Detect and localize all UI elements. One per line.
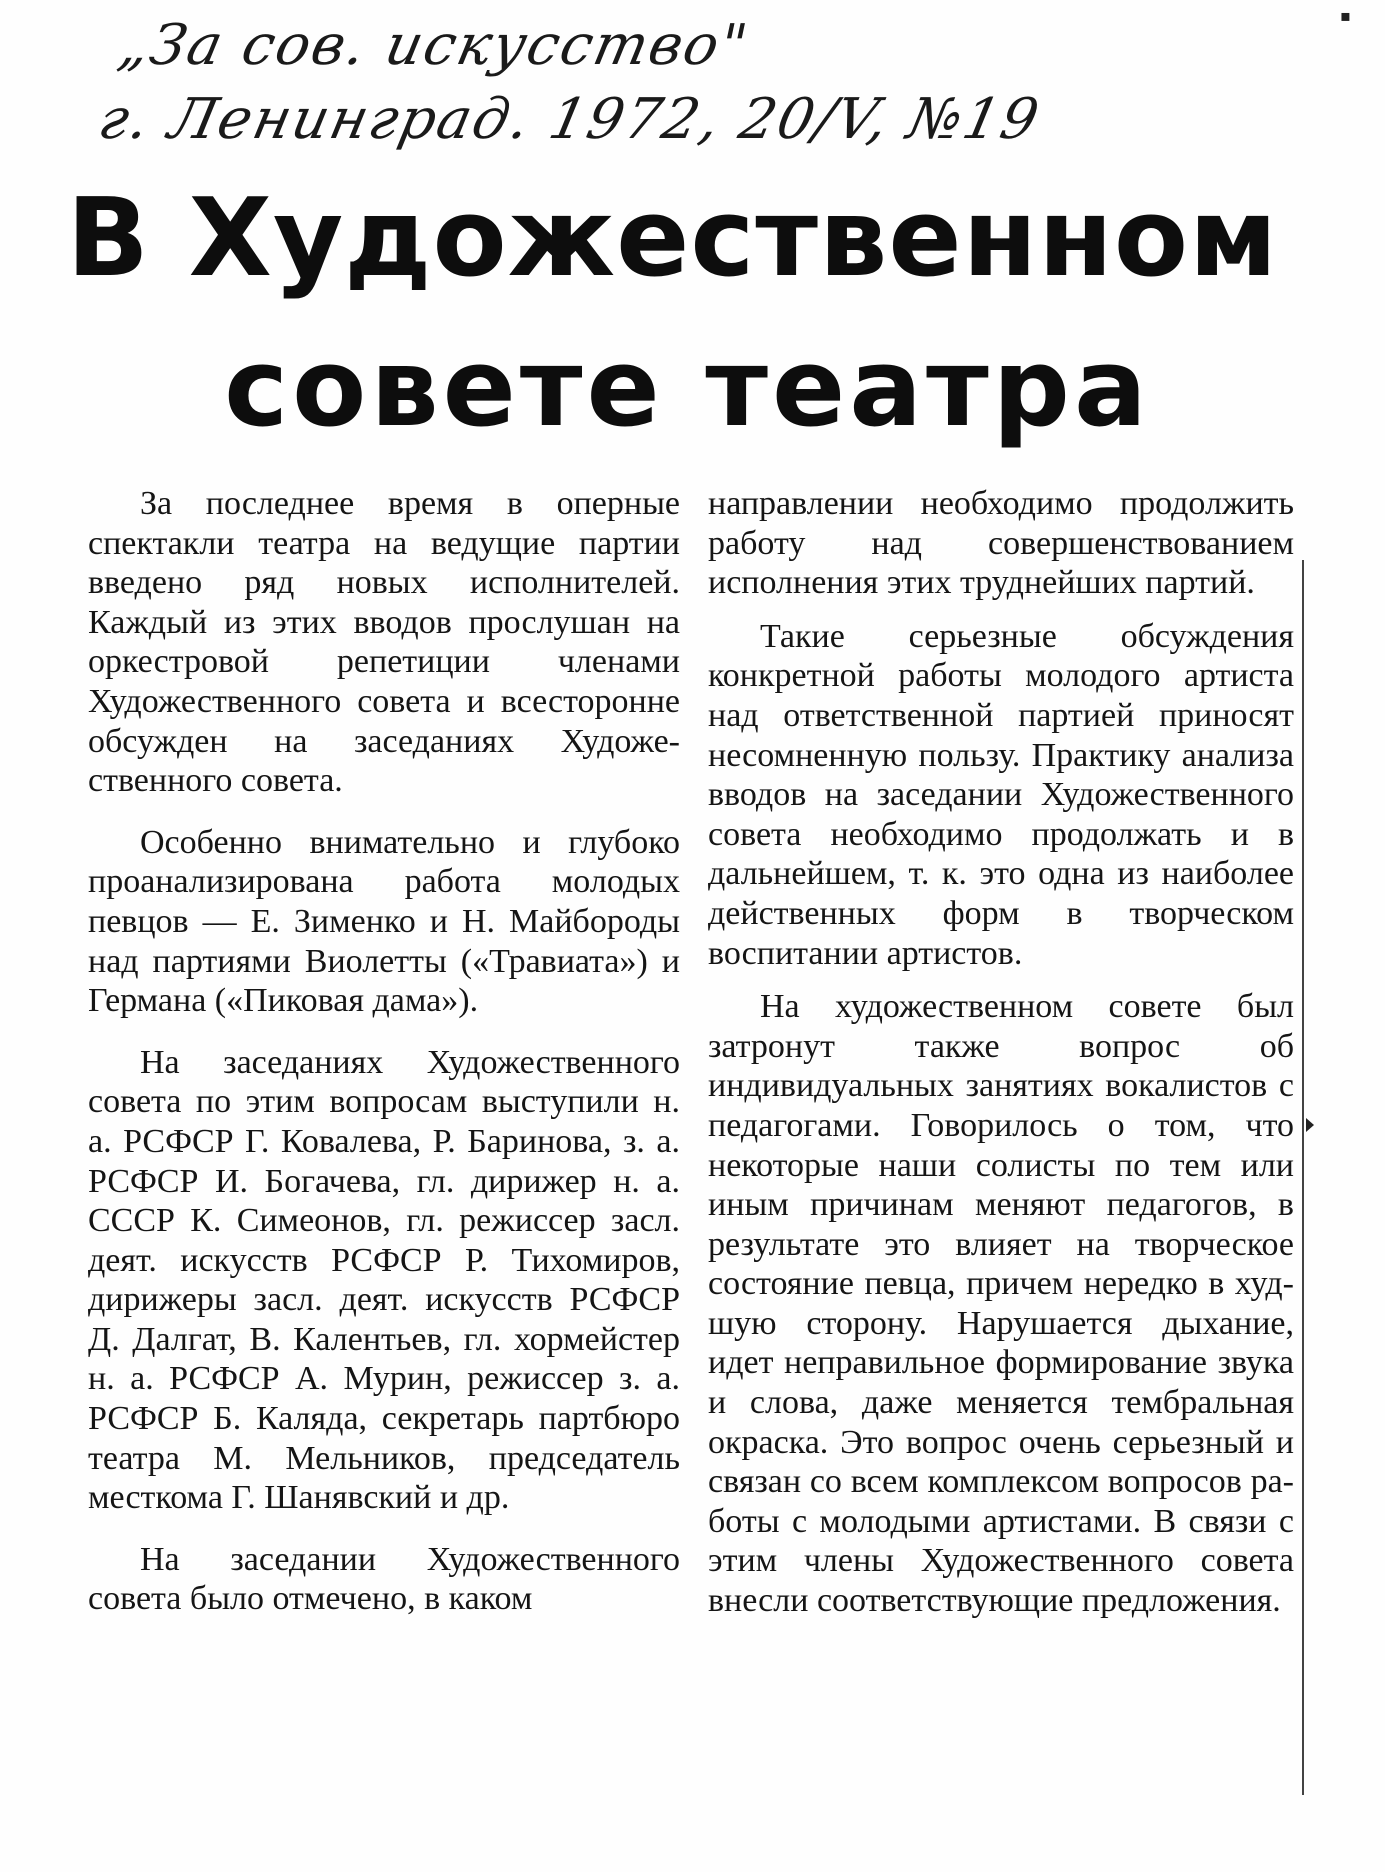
article-headline (0, 176, 1385, 451)
annotation-line-1: „За сов. искусство" (113, 13, 755, 78)
left-column (88, 484, 680, 1619)
column-rule (1302, 560, 1304, 1795)
left-paragraph-2: Особенно внимательно и глубоко проанализирована работа молодых певцов — Е. Зименко и Н. Майбороды над партиями Виолетты («Травиата») и Германа («Пиковая дама»). (88, 823, 680, 1020)
margin-mark (1306, 1118, 1314, 1132)
corner-mark: ▪ (1340, 6, 1351, 25)
right-paragraph-1: направлении необходимо продолжить работу над совершенствованием исполнения этих труднейших партий. (708, 485, 1294, 602)
right-paragraph-2: Такие серьезные обсуждения конкретной работы молодого артиста над ответственной партией приносят несомненную пользу. Практику анализа вводов на заседании Художественного совета необходимо продолжать и в дальнейшем, т. к. это одна из наиболее действенных форм в творческом воспитании артистов. (708, 617, 1294, 972)
headline-line-1: В Художественном (66, 176, 1279, 301)
headline-line-2: совете театра (224, 326, 1151, 451)
left-paragraph-1: За последнее время в оперные спектакли театра на ведущие партии введено ряд новых исполнителей. Каждый из этих вводов прослушан на оркестровой репетиции членами Художественного совета и всесторонне обсужден на заседаниях Художественного совета. (88, 485, 680, 800)
right-paragraph-3: На художественном совете был затронут также вопрос об индивидуальных занятиях вокалистов с педагогами. Говорилось о том, что некоторые наши солисты по тем или иным причинам меняют педагогов, в результате это влияет на творческое состояние певца, причем нередко в худшую сторону. Нарушается дыхание, идет неправильное формирование звука и слова, даже меняется тембральная окраска. Это вопрос очень серьезный и связан со всем комплексом вопросов работы с молодыми артистами. В связи с этим члены Художественного совета внесли соответствующие предложения. (708, 988, 1294, 1620)
handwritten-annotation (93, 13, 1300, 152)
left-paragraph-4: На заседании Художественного совета было отмечено, в каком (88, 1540, 680, 1618)
annotation-line-2: г. Ленинград. 1972, 20/V, №19 (93, 87, 1047, 152)
left-paragraph-3: На заседаниях Художественного совета по этим вопросам выступили н. а. РСФСР Г. Ковалева, Р. Баринова, з. а. РСФСР И. Богачева, гл. дирижер н. а. СССР К. Симеонов, гл. режиссер засл. деят. искусств РСФСР Р. Тихомиров, дирижеры засл. деят. искусств РСФСР Д. Далгат, В. Калентьев, гл. хормейстер н. а. РСФСР А. Мурин, режиссер з. а. РСФСР Б. Каляда, секретарь партбюро театра М. Мельников, председатель месткома Г. Шанявский и др. (88, 1043, 680, 1517)
right-column (708, 484, 1294, 1621)
